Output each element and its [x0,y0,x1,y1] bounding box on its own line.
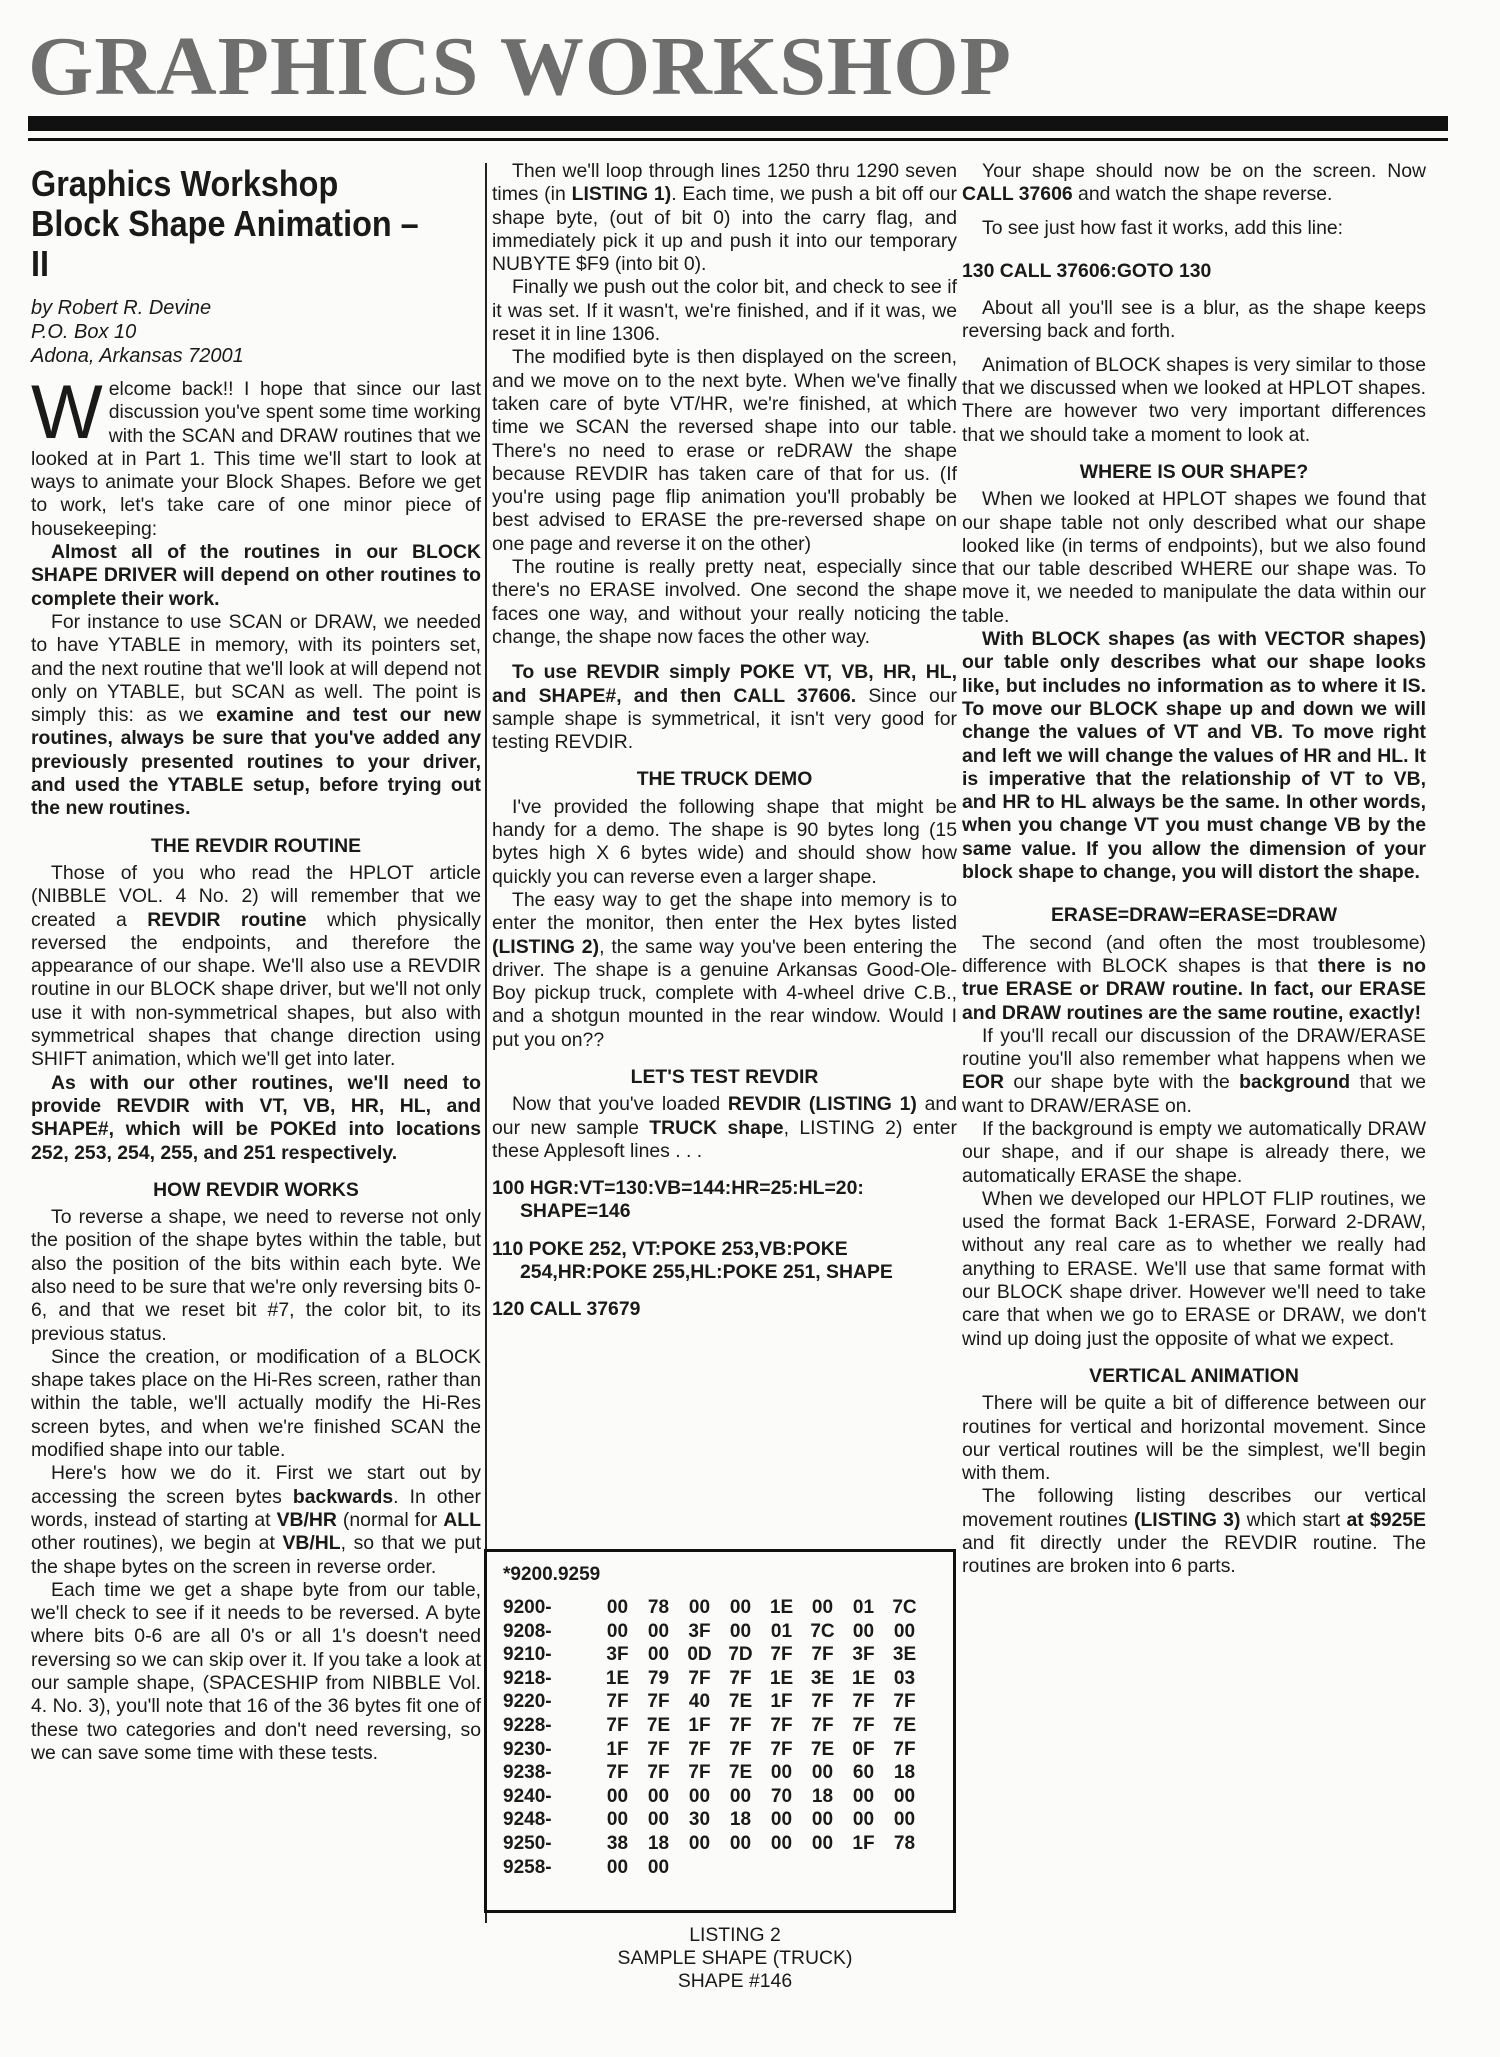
paragraph: With BLOCK shapes (as with VECTOR shapes) our table only describes what our shape looks like, but includes no information as to where it IS. To move our BLOCK shape up and down we will change the values of VT and VB. To move right and left we will change the values of HR and HL. It is imperative that the relationship of VT to VB, and HR to HL always be the same. In other words, when you change VT you must change VB by the same value. If you allow the dimension of your block shape to change, you will distort the shape. [962,628,1426,884]
text-run: Now that you've loaded [512,1093,728,1116]
hex-byte: 00 [606,1856,629,1878]
code-line: 120 CALL 37679 [492,1298,641,1321]
hex-byte: 7F [852,1714,875,1736]
hex-byte: 00 [647,1785,670,1807]
hex-byte: 18 [729,1809,752,1831]
paragraph [962,1025,1426,1118]
hex-row [503,1832,937,1856]
text-run: Those of you who read the HPLOT article (NIBBLE VOL. 4 No. 2) will remember that we created a [31,861,481,931]
hex-byte: 70 [770,1785,793,1807]
hex-byte: 00 [811,1762,834,1784]
paragraph: The routine is really pretty neat, especially since there's no ERASE involved. One second the shape faces one way, and without your really noticing the change, the shape now faces the other way. [492,556,957,648]
intro-paragraph [31,370,481,541]
hex-byte: 7F [770,1644,793,1666]
hex-byte: 00 [606,1620,629,1642]
hex-listing-header: *9200.9259 [503,1564,601,1585]
text-run: , LISTING 2) enter these Applesoft lines . . . [492,1116,957,1162]
code-line: 100 HGR:VT=130:VB=144:HR=25:HL=20: SHAPE=146 [492,1177,864,1223]
hex-byte: 00 [770,1809,793,1831]
hex-byte: 00 [729,1597,752,1618]
hex-byte: 00 [647,1644,670,1666]
text-run: our shape byte with the [1004,1071,1240,1094]
bold-run: REVDIR routine [147,908,307,931]
intro-text: elcome back!! I hope that since our last discussion you've spent some time working with the SCAN and DRAW routines that we looked at in Part 1. This time we'll start to look at ways to animate your Block Shapes. Before we get to work, let's take care of one minor piece of housekeeping: [31,378,481,540]
text-run: and fit directly under the REVDIR routine. The routines are broken into 6 parts. [962,1532,1426,1578]
paragraph: To see just how fast it works, add this line: [982,216,1344,239]
bold-run: EOR [962,1071,1005,1094]
paragraph: I've provided the following shape that might be handy for a demo. The shape is 90 bytes long (15 bytes high X 6 bytes wide) and should show how quickly you can reverse even a larger shape. [492,795,957,888]
hex-byte: 00 [647,1809,670,1831]
bold-run: examine and test our new routines, always be sure that you've added any previously presented routines to your driver, and used the YTABLE setup, before trying out the new routines. [31,704,482,820]
hex-row [503,1620,937,1644]
hex-byte: 1E [769,1597,794,1618]
hex-byte: 00 [893,1809,916,1831]
hex-byte: 7F [606,1762,629,1784]
article-title [31,164,436,284]
section-heading-vertical: VERTICAL ANIMATION [1089,1364,1299,1387]
hex-byte: 0D [687,1644,712,1666]
paragraph: When we developed our HPLOT FLIP routines, we used the format Back 1-ERASE, Forward 2-DRAW, without any real care as to whether we really had anything to ERASE. We'll use that same format with our BLOCK shape driver. However we'll need to take care that when we go to ERASE or DRAW, we don't wind up doing just the opposite of what we expect. [962,1187,1426,1350]
hex-byte: 1E [605,1667,630,1689]
section-heading-test: LET'S TEST REVDIR [630,1065,819,1088]
hex-byte: 7F [729,1714,752,1736]
section-heading-where: WHERE IS OUR SHAPE? [1079,460,1309,483]
hex-address: 9220- [503,1691,552,1713]
hex-row [503,1667,937,1691]
hex-rows [503,1596,937,1879]
hex-byte: 0F [852,1738,875,1760]
text-run: The following listing describes our vertical movement routines [962,1485,1426,1531]
paragraph: When we looked at HPLOT shapes we found that our shape table not only described what our shape looked like (in terms of endpoints), but we also found that our table described WHERE our shape was. To move it, we needed to manipulate the data within our table. [962,488,1426,627]
hex-byte: 7F [852,1691,875,1713]
hex-address: 9230- [503,1738,552,1760]
hex-byte: 00 [852,1809,875,1831]
hex-byte: 7F [647,1762,670,1784]
hex-byte: 7F [688,1738,711,1760]
hex-byte: 00 [647,1856,670,1878]
hex-byte: 3E [810,1667,835,1689]
hex-byte: 00 [811,1597,834,1618]
paragraph: As with our other routines, we'll need to provide REVDIR with VT, VB, HR, HL, and SHAPE#, which will be POKEd into locations 252, 253, 254, 255, and 251 respectively. [31,1071,481,1164]
bold-run: REVDIR (LISTING 1) [727,1093,917,1116]
bold-run: there is no true ERASE or DRAW routine. In fact, our ERASE and DRAW routines are the same routine, exactly! [962,954,1426,1024]
hex-byte: 1E [851,1667,876,1689]
code-line: 110 POKE 252, VT:POKE 253,VB:POKE 254,HR:POKE 255,HL:POKE 251, SHAPE [492,1237,893,1284]
section-heading-erase: ERASE=DRAW=ERASE=DRAW [1050,904,1338,927]
paragraph: Almost all of the routines in our BLOCK SHAPE DRIVER will depend on other routines to complete their work. [31,541,481,610]
paragraph: There will be quite a bit of difference between our routines for vertical and horizontal movement. Since our vertical routines will be the simplest, we'll begin with them. [962,1392,1426,1485]
text-run: The easy way to get the shape into memory is to enter the monitor, then enter the Hex bytes listed [492,888,957,935]
hex-address: 9218- [503,1667,552,1689]
hex-byte: 1F [770,1691,793,1713]
hex-row [503,1738,937,1762]
text-run: (normal for [336,1508,444,1531]
text-run: . Each time, we push a bit off our shape byte, (out of bit 0) into the carry flag, and immediately pick it up and push it into our temporary NUBYTE $F9 (into bit 0). [492,183,957,276]
byline-city: Adona, Arkansas 72001 [31,345,244,367]
hex-byte: 7C [810,1620,835,1642]
hex-byte: 00 [770,1832,793,1854]
hex-address: 9258- [503,1856,552,1878]
section-heading-revdir: THE REVDIR ROUTINE [150,834,362,857]
hex-byte: 7F [606,1714,629,1736]
text-run: and watch the shape reverse. [1072,183,1333,206]
article-title-line-1: Graphics Workshop [31,163,339,204]
paragraph: Animation of BLOCK shapes is very similar to those that we discussed when we looked at HPLOT shapes. There are however two very important differences that we should take a moment to look at. [962,353,1427,446]
hex-byte: 00 [688,1832,711,1854]
hex-row [503,1808,937,1832]
column-2 [492,160,957,1322]
paragraph [492,661,957,754]
hex-byte: 00 [893,1785,916,1807]
hex-address: 9240- [503,1785,552,1807]
hex-address: 9228- [503,1714,552,1736]
hex-byte: 7E [646,1714,671,1736]
hex-byte: 01 [770,1620,793,1642]
hex-byte: 7F [811,1644,834,1666]
text-run: which physically reversed the endpoints, and therefore the appearance of our shape. We'll also use a REVDIR routine in our BLOCK shape driver, but we'll not only use it with non-symmetrical shapes, but also with symmetrical shapes that change direction using SHIFT animation, which we'll get into later. [31,908,481,1071]
hex-byte: 00 [729,1620,752,1642]
hex-row [503,1761,937,1785]
caption-line: SHAPE #146 [677,1970,793,1992]
section-heading-how: HOW REVDIR WORKS [153,1178,359,1201]
hex-byte: 1E [769,1667,794,1689]
byline [31,296,481,368]
hex-byte: 00 [811,1809,834,1831]
bold-run: VB/HR [276,1508,337,1531]
hex-byte: 3F [606,1644,629,1666]
paragraph [962,160,1426,207]
hex-byte: 7C [892,1597,917,1618]
hex-byte: 7E [810,1738,835,1760]
hex-byte: 18 [893,1762,916,1784]
hex-byte: 00 [688,1597,711,1618]
hex-address: 9200- [503,1597,552,1618]
hex-byte: 3F [688,1620,711,1642]
paragraph [492,160,957,276]
text-run: , so that we put the shape bytes on the screen in reverse order. [31,1532,481,1578]
masthead: GRAPHICS WORKSHOP [28,20,1012,113]
caption-line: LISTING 2 [689,1924,781,1946]
text-run: Then we'll loop through lines 1250 thru 1290 seven times (in [492,160,957,206]
hex-byte: 00 [893,1620,916,1642]
hex-byte: 7F [647,1738,670,1760]
text-run: Your shape should now be on the screen. Now [982,160,1426,182]
hex-byte: 79 [647,1667,670,1689]
hex-byte: 7E [728,1762,753,1784]
hex-row [503,1596,937,1620]
code-line: 130 CALL 37606:GOTO 130 [962,259,1212,282]
hex-byte: 00 [729,1785,752,1807]
hex-byte: 00 [852,1620,875,1642]
hex-byte: 7F [647,1691,670,1713]
bold-run: at $925E [1346,1508,1426,1531]
paragraph [962,932,1426,1025]
hex-byte: 7E [728,1691,753,1713]
hex-byte: 7F [606,1691,629,1713]
hex-byte: 7F [893,1691,916,1713]
drop-cap: W [31,370,103,455]
hex-byte: 40 [688,1691,711,1713]
hex-byte: 7E [892,1714,917,1736]
hex-byte: 03 [893,1667,916,1689]
paragraph [492,1093,957,1163]
hex-byte: 7F [770,1738,793,1760]
hex-byte: 3E [892,1644,917,1666]
paragraph: Each time we get a shape byte from our table, we'll check to see if it needs to be reversed. A byte where bits 0-6 are all 0's or all 1's doesn't need reversing so we can skip over it. If you take a look at our sample shape, (SPACESHIP from NIBBLE Vol. 4. No. 3), you'll note that 16 of the 36 bytes fit one of these two categories and don't need reversing, so we can save some time with these tests. [31,1578,481,1764]
hex-row [503,1785,937,1809]
hex-byte: 7F [811,1714,834,1736]
paragraph [492,889,957,1052]
hex-row [503,1690,937,1714]
hex-byte: 00 [688,1785,711,1807]
bold-run: CALL 37606 [962,183,1073,206]
hex-address: 9238- [503,1762,552,1784]
hex-row [503,1643,937,1667]
paragraph: Finally we push out the color bit, and check to see if it was set. If it wasn't, we're finished, and if it was, we reset it in line 1306. [492,276,957,346]
masthead-rule-thick [28,116,1448,131]
hex-byte: 00 [606,1785,629,1807]
hex-byte: 38 [606,1832,629,1854]
paragraph: The modified byte is then displayed on the screen, and we move on to the next byte. When we've finally taken care of byte VT/HR, we're finished, at which time we SCAN the reversed shape into our table. There's no need to erase or reDRAW the shape because REVDIR has taken care of that for us. (If you're using page flip animation you'll probably be best advised to ERASE the pre-reversed shape on one page and reverse it on the other) [492,346,957,555]
hex-address: 9248- [503,1809,552,1831]
text-run: For instance to use SCAN or DRAW, we needed to have YTABLE in memory, with its pointers set, and the next routine that we'll look at will depend not only on YTABLE, but SCAN as well. The point is simply this: as we [31,610,481,727]
hex-byte: 00 [770,1762,793,1784]
paragraph: About all you'll see is a blur, as the shape keeps reversing back and forth. [962,297,1426,343]
paragraph [31,862,481,1072]
hex-byte: 01 [852,1597,875,1618]
paragraph [31,1462,481,1578]
hex-byte: 78 [647,1597,670,1618]
section-heading-truck: THE TRUCK DEMO [636,768,813,791]
text-run: and our new sample [492,1093,957,1139]
paragraph: If the background is empty we automatically DRAW our shape, and if our shape is already there, we automatically ERASE the shape. [962,1117,1426,1187]
hex-byte: 00 [606,1597,629,1618]
hex-byte: 3F [852,1644,875,1666]
bold-run: To use REVDIR simply POKE VT, VB, HR, HL, and SHAPE#, and then CALL 37606. [492,661,957,707]
bold-run: ALL [443,1508,481,1531]
hex-byte: 1F [688,1714,711,1736]
byline-author: by Robert R. Devine [31,297,212,319]
hex-byte: 7F [688,1762,711,1784]
text-run: If you'll recall our discussion of the DRAW/ERASE routine you'll also remember what happens when we [962,1024,1426,1071]
hex-byte: 7F [811,1691,834,1713]
hex-address: 9250- [503,1832,552,1854]
bold-run: (LISTING 2) [492,935,600,958]
bold-run: VB/HL [282,1532,341,1555]
hex-row [503,1714,937,1738]
text-run: Here's how we do it. First we start out by accessing the screen bytes [31,1462,481,1508]
hex-byte: 7D [728,1644,753,1666]
hex-address: 9210- [503,1644,552,1666]
text-run: Since our sample shape is symmetrical, it isn't very good for testing REVDIR. [492,684,957,754]
paragraph [31,611,481,821]
text-run: which start [1240,1508,1347,1531]
hex-address: 9208- [503,1620,552,1642]
masthead-rule-thin [28,138,1448,141]
hex-byte: 7F [770,1714,793,1736]
hex-byte: 1F [606,1738,629,1760]
hex-byte: 30 [688,1809,711,1831]
bold-run: TRUCK shape [649,1116,784,1139]
hex-byte: 7F [729,1667,752,1689]
hex-byte: 00 [606,1809,629,1831]
bold-run: (LISTING 3) [1134,1508,1241,1531]
hex-byte: 1F [852,1832,875,1854]
bold-run: backwards [292,1485,394,1508]
bold-run: background [1239,1071,1351,1094]
byline-address: P.O. Box 10 [31,321,137,343]
hex-byte: 00 [729,1832,752,1854]
hex-byte: 60 [852,1762,875,1784]
text-run: The second (and often the most troublesome) difference with BLOCK shapes is that [962,931,1426,977]
hex-listing-box [484,1549,956,1913]
hex-byte: 78 [893,1832,916,1854]
text-run: that we want to DRAW/ERASE on. [962,1071,1426,1117]
hex-byte: 18 [811,1785,834,1807]
hex-byte: 7F [688,1667,711,1689]
paragraph: Since the creation, or modification of a BLOCK shape takes place on the Hi-Res screen, rather than within the table, we'll actually modify the Hi-Res screen bytes, and when we're finished SCAN the modified shape into our table. [31,1345,481,1462]
hex-byte: 7F [729,1738,752,1760]
listing-caption [490,1924,980,1993]
caption-line: SAMPLE SHAPE (TRUCK) [617,1947,853,1969]
hex-row [503,1856,937,1880]
text-run: , the same way you've been entering the driver. The shape is a genuine Arkansas Good-Ole-Boy pickup truck, complete with 4-wheel drive C.B., and a shotgun mounted in the rear window. Would I put you on?? [492,935,957,1051]
column-3 [962,160,1426,1579]
hex-byte: 00 [811,1832,834,1854]
hex-byte: 00 [647,1620,670,1642]
column-1 [31,160,481,1765]
text-run: other routines), we begin at [31,1532,283,1555]
text-run: . In other words, instead of starting at [31,1485,481,1531]
bold-run: LISTING 1) [571,183,672,206]
hex-byte: 18 [647,1832,670,1854]
paragraph: To reverse a shape, we need to reverse not only the position of the shape bytes within the table, but also the position of the bits within each byte. We also need to be sure that we're only reversing bits 0-6, and that we reset bit #7, the color bit, to its previous status. [31,1206,481,1345]
hex-byte: 00 [852,1785,875,1807]
hex-byte: 7F [893,1738,916,1760]
article-title-line-2: Block Shape Animation – II [31,203,419,284]
paragraph [962,1485,1426,1578]
